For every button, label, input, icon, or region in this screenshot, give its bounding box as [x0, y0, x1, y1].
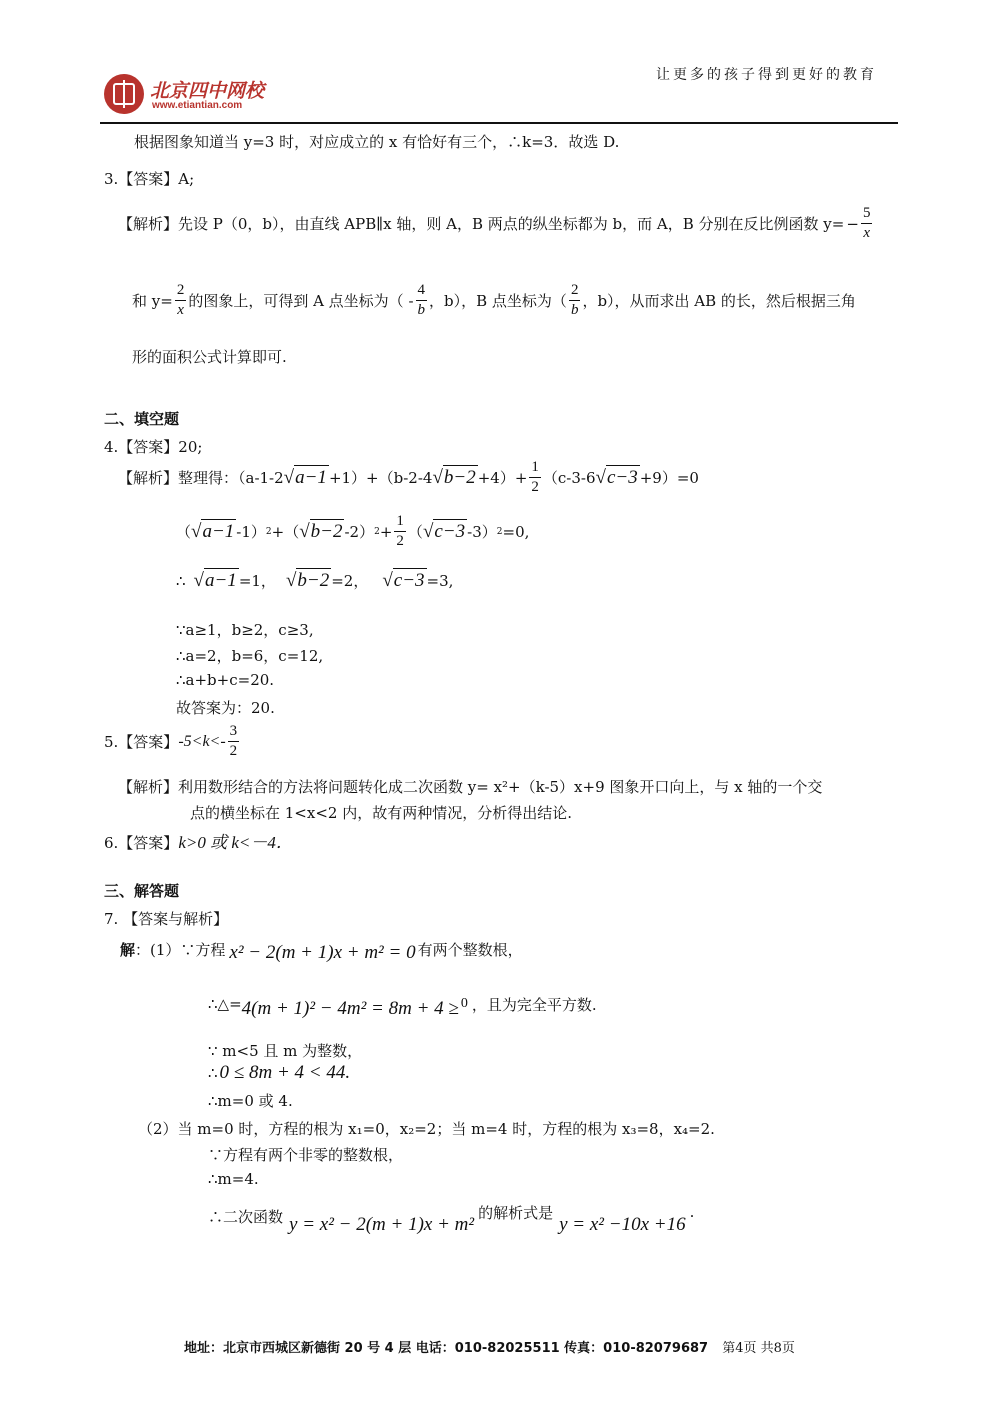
q4-step: ∴a=2，b=6，c=12,: [176, 647, 324, 665]
logo-text: 北京四中网校: [150, 80, 265, 102]
fraction-5-over-x: $\frac{5}{x}$: [862, 205, 871, 241]
q3-analysis-line2: 和 y= $\frac{2}{x}$ 的图象上，可得到 A 点坐标为（ - $\frac{4}{b}$ ，b），B 点坐标为（ $\frac{2}{b}$ ，b），从而求出 AB 的长，然后根据三角: [132, 282, 856, 318]
logo-url: www.etiantian.com: [152, 100, 243, 111]
header-slogan: 让更多的孩子得到更好的教育: [656, 67, 877, 83]
q7-line2: ∴△= 4(m + 1)² − 4m² = 8m + 4 ≥ 0 ，且为完全平方数.: [208, 995, 597, 1019]
header-logo: [104, 74, 304, 118]
q7-line5: ∴m=0 或 4.: [208, 1092, 293, 1110]
q7-line1: 解 ：(1）∵方程 x² − 2(m + 1)x + m² = 0 有两个整数根，: [120, 940, 523, 963]
q7-line3: ∵ m<5 且 m 为整数，: [208, 1042, 363, 1060]
q3-analysis-line1: 【解析】先设 P（0，b），由直线 APB∥x 轴，则 A，B 两点的纵坐标都为 b，而 A，B 分别在反比例函数 y= − $\frac{5}{x}$: [118, 205, 871, 241]
q4-analysis-line1: 【解析】整理得：（a-1-2 √a−1 +1）+（b-2-4 √b−2 +4）+ $\frac{1}{2}$ （c-3-6 √c−3 +9）=0: [118, 459, 699, 495]
q4-step: 故答案为：20.: [176, 699, 275, 717]
footer-address: 地址：北京市西城区新德街 20 号 4 层 电话：010-82025511 传真：010-82079687 第4页 共8页: [184, 1341, 795, 1356]
logo-emblem-icon: [104, 74, 144, 114]
q7-line4: ∴ 0 ≤ 8m + 4 < 44.: [208, 1062, 351, 1083]
q7-line8: ∴m=4.: [208, 1170, 259, 1188]
q4-analysis-line2: （ √a−1 -1） 2 +（ √b−2 -2） 2 + $\frac{1}{2}$ （ √c−3 -3） 2 =0,: [176, 513, 530, 549]
q4-answer: 4.【答案】20;: [104, 438, 203, 456]
q7-line9: ∴二次函数 y = x² − 2(m + 1)x + m² 的解析式是 y = x² −10x +16 ·: [208, 1203, 695, 1235]
q5-answer: 5.【答案】 -5<k<- $\frac{3}{2}$: [104, 723, 238, 759]
q3-answer: 3.【答案】A;: [104, 170, 195, 188]
q5-analysis-line1: 【解析】利用数形结合的方法将问题转化成二次函数 y= x²+（k-5）x+9 图象开口向上，与 x 轴的一个交: [118, 778, 823, 796]
q4-analysis-line3: ∴ √a−1 =1， √b−2 =2， √c−3 =3,: [176, 570, 454, 591]
header-rule: [100, 122, 898, 124]
q4-step: ∵a≥1，b≥2，c≥3,: [176, 621, 314, 639]
q4-step: ∴a+b+c=20.: [176, 671, 275, 689]
q7-line7: ∵方程有两个非零的整数根，: [208, 1146, 404, 1164]
q7-answer: 7. 【答案与解析】: [104, 910, 229, 928]
q3-analysis-line3: 形的面积公式计算即可.: [132, 348, 287, 366]
q7-line6: （2）当 m=0 时，方程的根为 x₁=0，x₂=2；当 m=4 时，方程的根为 x₃=8，x₄=2.: [138, 1120, 715, 1138]
q6-answer: 6.【答案】k>0 或 k<－4．: [104, 833, 293, 852]
q5-analysis-line2: 点的横坐标在 1<x<2 内，故有两种情况，分析得出结论.: [190, 804, 572, 822]
section-heading: 三、解答题: [104, 882, 180, 900]
section-heading: 二、填空题: [104, 410, 180, 428]
text-line: 根据图象知道当 y=3 时，对应成立的 x 有恰好有三个，∴k=3．故选 D.: [134, 133, 620, 151]
